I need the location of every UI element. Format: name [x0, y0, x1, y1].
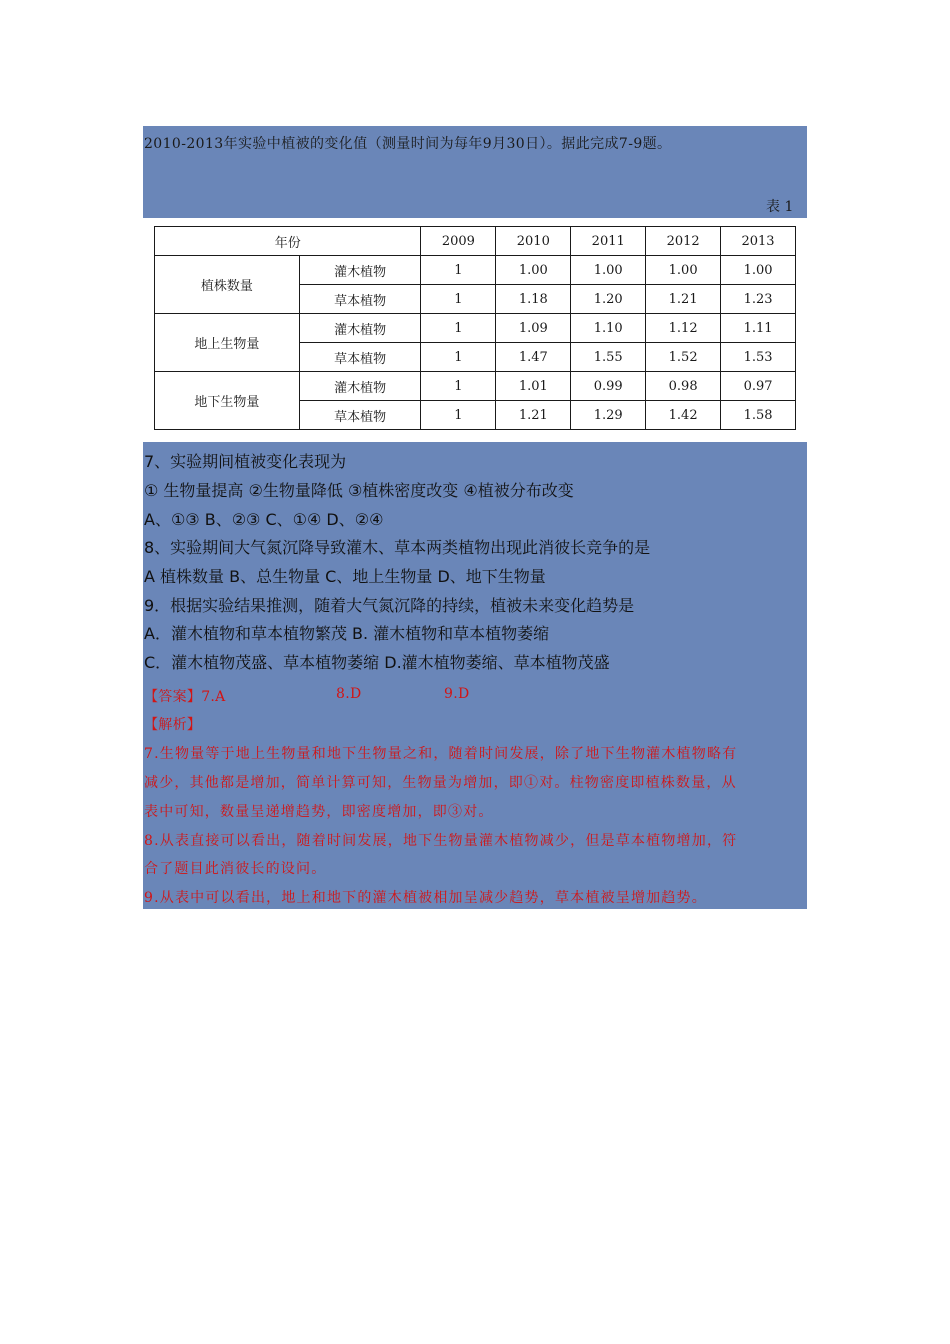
value-cell: 0.99 — [571, 372, 646, 401]
value-cell: 1.00 — [721, 256, 796, 285]
analysis-line: 7.生物量等于地上生物量和地下生物量之和，随着时间发展，除了地下生物灌木植物略有 — [144, 746, 738, 762]
question-9-options-cd: C．灌木植物茂盛、草本植物萎缩 D.灌木植物萎缩、草本植物茂盛 — [144, 653, 610, 672]
group-label: 地上生物量 — [155, 314, 300, 372]
value-cell: 1.00 — [496, 256, 571, 285]
value-cell: 1.58 — [721, 401, 796, 430]
table-caption: 表 1 — [766, 199, 794, 215]
question-9-stem: 9．根据实验结果推测，随着大气氮沉降的持续，植被未来变化趋势是 — [144, 596, 635, 615]
value-cell: 1.23 — [721, 285, 796, 314]
plant-type-cell: 草本植物 — [299, 285, 421, 314]
value-cell: 1 — [421, 285, 496, 314]
value-cell: 0.98 — [646, 372, 721, 401]
header-year: 2012 — [646, 227, 721, 256]
value-cell: 1.10 — [571, 314, 646, 343]
value-cell: 1.20 — [571, 285, 646, 314]
value-cell: 1 — [421, 343, 496, 372]
question-7-stem: 7、实验期间植被变化表现为 — [144, 452, 347, 471]
value-cell: 1.53 — [721, 343, 796, 372]
value-cell: 1 — [421, 401, 496, 430]
header-year-label: 年份 — [155, 227, 421, 256]
answer-9: 9.D — [444, 686, 470, 702]
value-cell: 1.42 — [646, 401, 721, 430]
vegetation-table — [154, 226, 796, 430]
value-cell: 1.12 — [646, 314, 721, 343]
question-9-options-ab: A．灌木植物和草本植物繁茂 B. 灌木植物和草本植物萎缩 — [144, 624, 550, 643]
value-cell: 1.29 — [571, 401, 646, 430]
value-cell: 1.09 — [496, 314, 571, 343]
value-cell: 0.97 — [721, 372, 796, 401]
value-cell: 1.01 — [496, 372, 571, 401]
value-cell: 1 — [421, 314, 496, 343]
answer-7: 【答案】7.A — [144, 689, 226, 705]
analysis-line: 合了题目此消彼长的设问。 — [144, 861, 327, 877]
value-cell: 1.11 — [721, 314, 796, 343]
plant-type-cell: 草本植物 — [299, 343, 421, 372]
plant-type-cell: 灌木植物 — [299, 314, 421, 343]
answer-line — [144, 686, 804, 706]
answer-8: 8.D — [336, 686, 362, 702]
group-label: 植株数量 — [155, 256, 300, 314]
plant-type-cell: 灌木植物 — [299, 372, 421, 401]
intro-text: 2010-2013年实验中植被的变化值（测量时间为每年9月30日）。据此完成7-9题。 — [144, 136, 672, 152]
question-8-stem: 8、实验期间大气氮沉降导致灌木、草本两类植物出现此消彼长竞争的是 — [144, 538, 651, 557]
question-7-statements: ① 生物量提高 ②生物量降低 ③植株密度改变 ④植被分布改变 — [144, 481, 574, 500]
value-cell: 1.18 — [496, 285, 571, 314]
header-year: 2011 — [571, 227, 646, 256]
analysis-line: 减少，其他都是增加，简单计算可知，生物量为增加，即①对。柱物密度即植株数量，从 — [144, 775, 737, 791]
analysis-line: 表中可知，数量呈递增趋势，即密度增加，即③对。 — [144, 804, 494, 820]
plant-type-cell: 灌木植物 — [299, 256, 421, 285]
analysis-label: 【解析】 — [144, 717, 202, 733]
value-cell: 1.00 — [646, 256, 721, 285]
value-cell: 1 — [421, 372, 496, 401]
value-cell: 1.21 — [646, 285, 721, 314]
value-cell: 1.00 — [571, 256, 646, 285]
header-year: 2013 — [721, 227, 796, 256]
header-year: 2010 — [496, 227, 571, 256]
group-label: 地下生物量 — [155, 372, 300, 430]
table-row — [155, 256, 796, 285]
value-cell: 1.55 — [571, 343, 646, 372]
plant-type-cell: 草本植物 — [299, 401, 421, 430]
value-cell: 1.52 — [646, 343, 721, 372]
value-cell: 1 — [421, 256, 496, 285]
value-cell: 1.47 — [496, 343, 571, 372]
table-row — [155, 314, 796, 343]
table-row — [155, 372, 796, 401]
question-8-options: A 植株数量 B、总生物量 C、地上生物量 D、地下生物量 — [144, 567, 546, 586]
value-cell: 1.21 — [496, 401, 571, 430]
analysis-line: 8.从表直接可以看出，随着时间发展，地下生物量灌木植物减少，但是草本植物增加，符 — [144, 833, 738, 849]
header-year: 2009 — [421, 227, 496, 256]
question-7-options: A、①③ B、②③ C、①④ D、②④ — [144, 510, 384, 529]
table-header-row — [155, 227, 796, 256]
analysis-line: 9.从表中可以看出，地上和地下的灌木植被相加呈减少趋势，草本植被呈增加趋势。 — [144, 890, 707, 906]
